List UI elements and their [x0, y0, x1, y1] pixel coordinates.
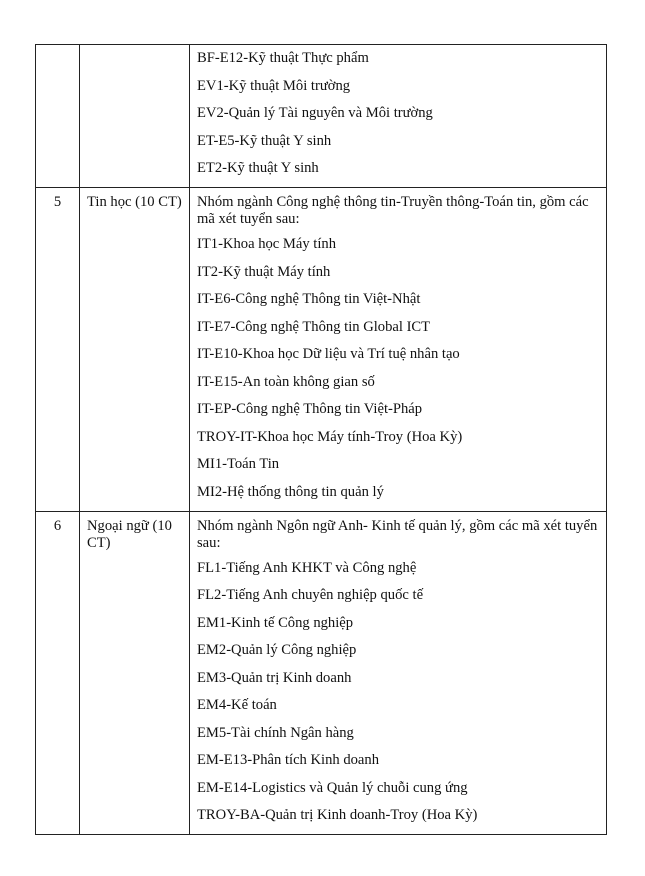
- row-number: 6: [36, 511, 80, 835]
- row-number: 5: [36, 188, 80, 512]
- major-item: FL1-Tiếng Anh KHKT và Công nghệ: [197, 559, 417, 576]
- major-item: EM4-Kế toán: [197, 697, 277, 713]
- major-item: IT-E6-Công nghệ Thông tin Việt-Nhật: [197, 291, 421, 307]
- major-item: FL2-Tiếng Anh chuyên nghiệp quốc tế: [197, 587, 424, 603]
- major-item: ET2-Kỹ thuật Y sinh: [197, 160, 319, 176]
- major-item: EM-E13-Phân tích Kinh doanh: [197, 752, 379, 768]
- major-item: BF-E12-Kỹ thuật Thực phẩm: [197, 50, 369, 66]
- major-item: IT-E7-Công nghệ Thông tin Global ICT: [197, 318, 431, 335]
- major-item: MI1-Toán Tin: [197, 456, 280, 472]
- major-item: IT2-Kỹ thuật Máy tính: [197, 263, 331, 280]
- major-item: EM2-Quản lý Công nghiệp: [197, 642, 357, 658]
- major-item: EM5-Tài chính Ngân hàng: [197, 724, 354, 741]
- admission-table: [35, 44, 607, 835]
- major-item: EV1-Kỹ thuật Môi trường: [197, 77, 351, 94]
- group-intro: Nhóm ngành Ngôn ngữ Anh- Kinh tế quản lý, gồm các mã xét tuyển sau:: [197, 517, 598, 551]
- major-item: TROY-IT-Khoa học Máy tính-Troy (Hoa Kỳ): [197, 428, 463, 445]
- major-item: EV2-Quản lý Tài nguyên và Môi trường: [197, 105, 433, 121]
- majors-cell: [190, 188, 607, 512]
- major-item: IT-E15-An toàn không gian số: [197, 373, 375, 390]
- major-item: IT-E10-Khoa học Dữ liệu và Trí tuệ nhân tạo: [197, 346, 460, 362]
- table-row: [36, 45, 607, 188]
- major-item: ET-E5-Kỹ thuật Y sinh: [197, 132, 332, 149]
- group-intro: Nhóm ngành Công nghệ thông tin-Truyền thông-Toán tin, gồm các mã xét tuyển sau:: [197, 194, 589, 227]
- major-item: MI2-Hệ thống thông tin quản lý: [197, 483, 384, 500]
- subject-cell: Tin học (10 CT): [80, 188, 190, 512]
- majors-cell: [190, 45, 607, 188]
- table-row: [36, 511, 607, 835]
- majors-cell: [190, 511, 607, 835]
- major-item: EM3-Quản trị Kinh doanh: [197, 669, 352, 686]
- major-item: IT1-Khoa học Máy tính: [197, 236, 337, 252]
- subject-cell: Ngoại ngữ (10 CT): [80, 511, 190, 835]
- table-row: [36, 188, 607, 512]
- major-item: TROY-BA-Quản trị Kinh doanh-Troy (Hoa Kỳ): [197, 807, 478, 823]
- major-item: EM-E14-Logistics và Quản lý chuỗi cung ứng: [197, 779, 468, 796]
- row-number: [36, 45, 80, 188]
- major-item: IT-EP-Công nghệ Thông tin Việt-Pháp: [197, 401, 423, 417]
- subject-cell: [80, 45, 190, 188]
- major-item: EM1-Kinh tế Công nghiệp: [197, 614, 354, 631]
